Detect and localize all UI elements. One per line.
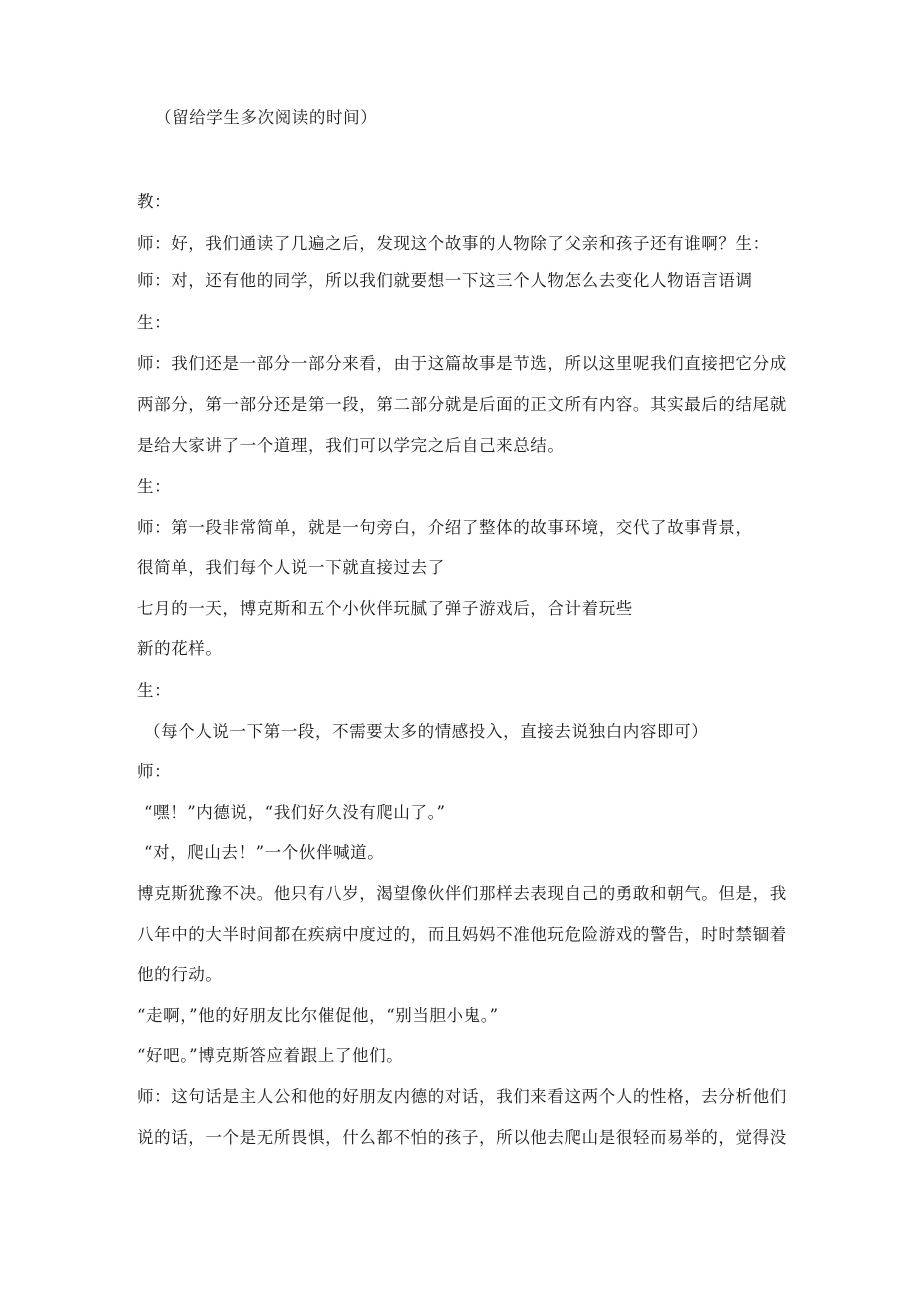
paragraph-line: 八年中的大半时间都在疾病中度过的，而且妈妈不准他玩危险游戏的警告，时时禁锢着 [137, 925, 787, 944]
paragraph-line: 师：我们还是一部分一部分来看，由于这篇故事是节选，所以这里呢我们直接把它分成 [137, 354, 787, 373]
dialogue-line: “走啊，”他的好朋友比尔催促他，“别当胆小鬼。” [137, 1006, 499, 1025]
paragraph-line: 新的花样。 [137, 639, 223, 658]
stage-direction: （每个人说一下第一段，不需要太多的情感投入，直接去说独白内容即可） [144, 722, 709, 741]
paragraph-line: 师：好，我们通读了几遍之后，发现这个故事的人物除了父亲和孩子还有谁啊？生： [137, 234, 770, 253]
paragraph-line: 是给大家讲了一个道理，我们可以学完之后自己来总结。 [137, 436, 565, 455]
paragraph-line: 博克斯犹豫不决。他只有八岁，渴望像伙伴们那样去表现自己的勇敢和朝气。但是，我 [137, 884, 787, 903]
dialogue-line: “嘿！”内德说，“我们好久没有爬山了。” [144, 803, 446, 822]
paragraph-line: 生： [137, 681, 172, 700]
dialogue-line: “好吧。”博克斯答应着跟上了他们。 [137, 1046, 404, 1065]
paragraph-line: 师：对，还有他的同学，所以我们就要想一下这三个人物怎么去变化人物语言语调 [137, 271, 753, 290]
paragraph-line: 师：这句话是主人公和他的好朋友内德的对话，我们来看这两个人的性格，去分析他们 [137, 1087, 787, 1106]
paragraph-line: 生： [137, 313, 172, 332]
note-reading-time: （留给学生多次阅读的时间） [155, 108, 378, 127]
paragraph-line: 他的行动。 [137, 965, 223, 984]
paragraph-line: 教： [137, 192, 172, 211]
paragraph-line: 师： [137, 762, 172, 781]
paragraph-line: 七月的一天，博克斯和五个小伙伴玩腻了弹子游戏后，合计着玩些 [137, 599, 633, 618]
paragraph-line: 两部分，第一部分还是第一段，第二部分就是后面的正文所有内容。其实最后的结尾就 [137, 395, 787, 414]
paragraph-line: 说的话，一个是无所畏惧，什么都不怕的孩子，所以他去爬山是很轻而易举的，觉得没 [137, 1128, 787, 1147]
dialogue-line: “对，爬山去！”一个伙伴喊道。 [144, 843, 385, 862]
paragraph-line: 生： [137, 477, 172, 496]
paragraph-line: 师：第一段非常简单，就是一句旁白，介绍了整体的故事环境，交代了故事背景， [137, 518, 753, 537]
paragraph-line: 很简单，我们每个人说一下就直接过去了 [137, 558, 445, 577]
